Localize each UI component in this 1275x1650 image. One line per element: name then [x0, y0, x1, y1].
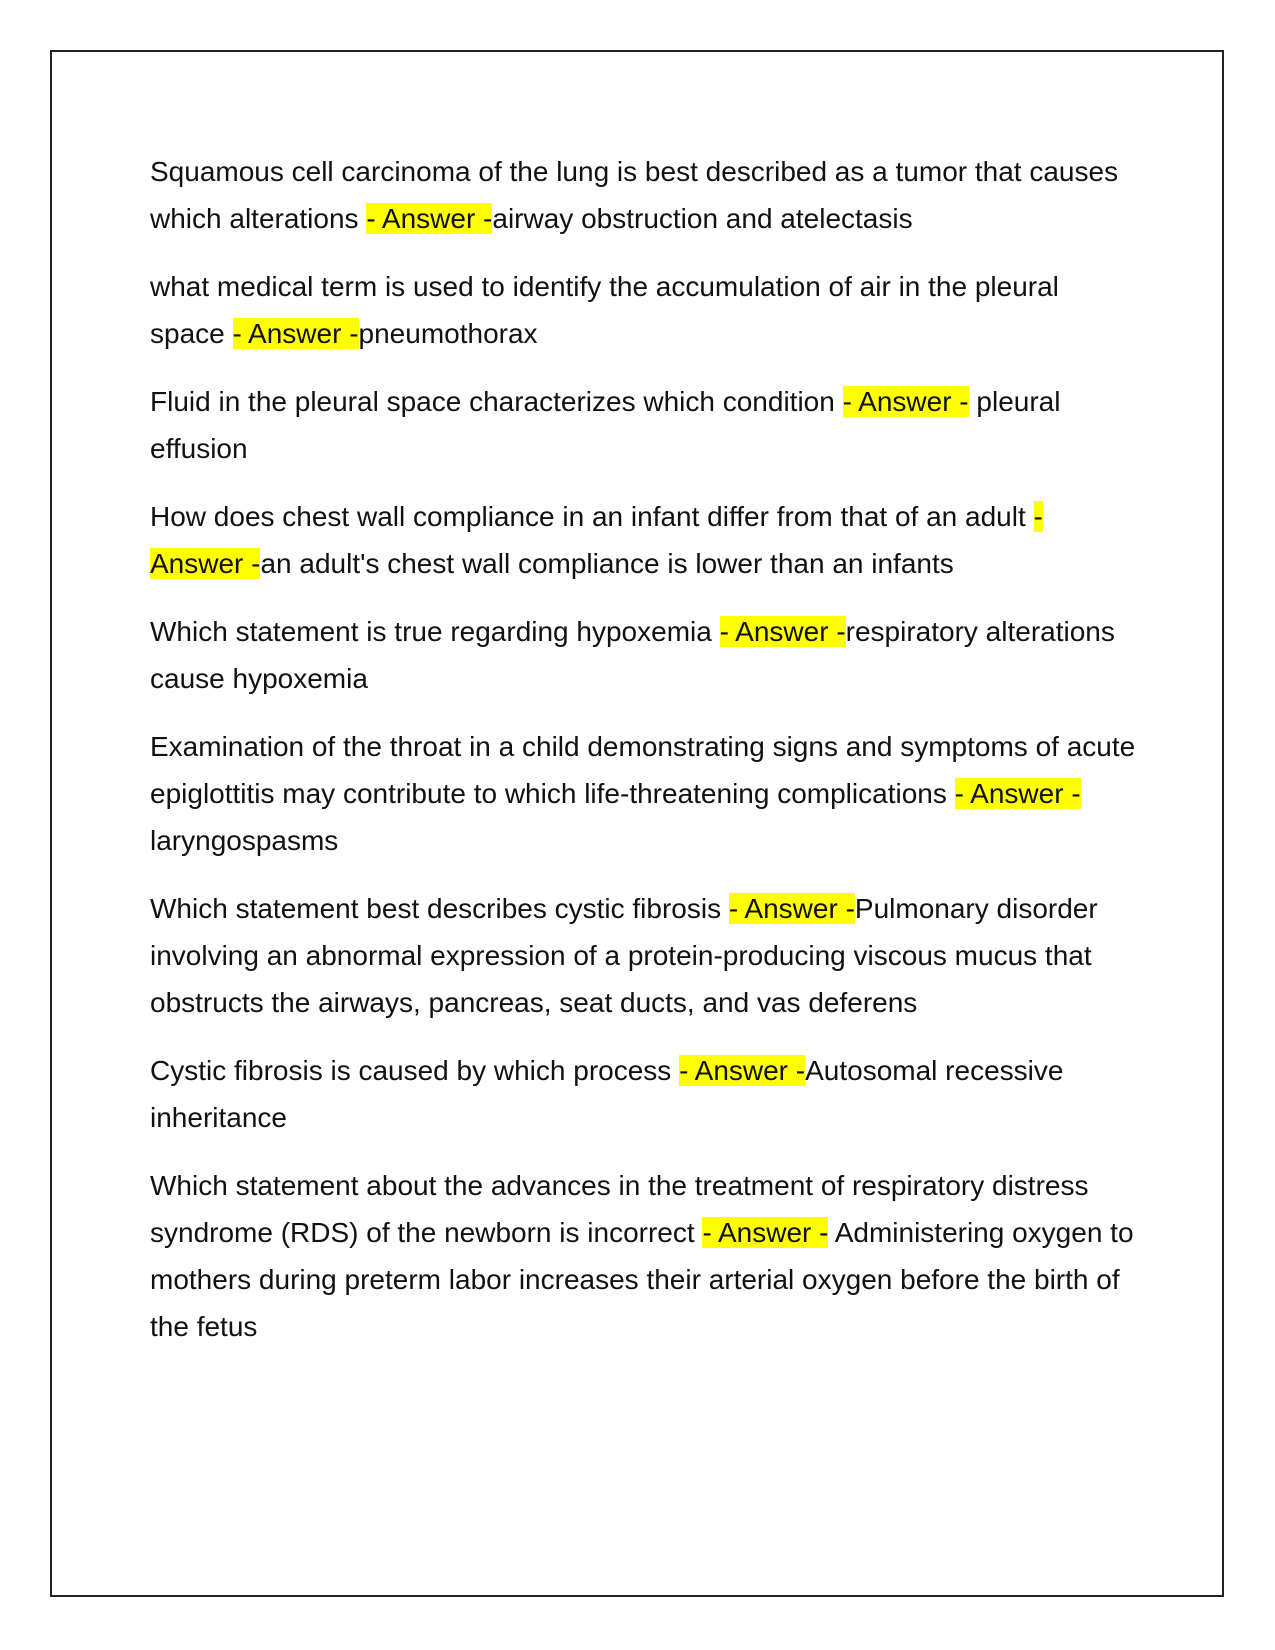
qa-item-7: [150, 885, 1140, 1026]
qa-item-6: [150, 723, 1140, 864]
answer-text: pneumothorax: [358, 318, 538, 349]
question-text: Examination of the throat in a child demonstrating signs and symptoms of acute epiglottitis may contribute to which life-threatening complications: [150, 731, 1136, 809]
question-text: Fluid in the pleural space characterizes which condition: [150, 386, 843, 417]
answer-text: airway obstruction and atelectasis: [492, 203, 913, 234]
answer-text: respiratory alterations cause hypoxemia: [150, 616, 1115, 694]
answer-text: laryngospasms: [150, 825, 339, 856]
qa-item-8: [150, 1047, 1140, 1141]
question-text: How does chest wall compliance in an infant differ from that of an adult: [150, 501, 1034, 532]
answer-text: Pulmonary disorder involving an abnormal expression of a protein-producing viscous mucus that obstructs the airways, pancreas, seat ducts, and vas deferens: [150, 893, 1098, 1018]
answer-text: Autosomal recessive inheritance: [150, 1055, 1064, 1133]
answer-marker: - Answer -: [150, 501, 1043, 579]
answer-marker: - Answer -: [954, 778, 1081, 809]
qa-item-9: [150, 1162, 1140, 1350]
answer-marker: - Answer -: [366, 203, 493, 234]
document-body: [150, 148, 1140, 1371]
answer-marker: - Answer -: [679, 1055, 806, 1086]
question-text: Cystic fibrosis is caused by which process: [150, 1055, 680, 1086]
qa-item-2: [150, 263, 1140, 357]
answer-marker: - Answer -: [702, 1217, 829, 1248]
answer-marker: - Answer -: [842, 386, 969, 417]
answer-text: an adult's chest wall compliance is lower than an infants: [260, 548, 954, 579]
qa-item-3: [150, 378, 1140, 472]
question-text: Squamous cell carcinoma of the lung is best described as a tumor that causes which alterations: [150, 156, 1119, 234]
qa-item-4: [150, 493, 1140, 587]
question-text: Which statement about the advances in the treatment of respiratory distress syndrome (RDS) of the newborn is incorrect: [150, 1170, 1089, 1248]
qa-item-1: [150, 148, 1140, 242]
answer-text: Administering oxygen to mothers during preterm labor increases their arterial oxygen before the birth of the fetus: [150, 1217, 1134, 1342]
qa-item-5: [150, 608, 1140, 702]
question-text: Which statement best describes cystic fibrosis: [150, 893, 729, 924]
answer-marker: - Answer -: [728, 893, 855, 924]
answer-marker: - Answer -: [719, 616, 846, 647]
answer-text: pleural effusion: [150, 386, 1061, 464]
question-text: what medical term is used to identify the accumulation of air in the pleural space: [150, 271, 1059, 349]
answer-marker: - Answer -: [232, 318, 359, 349]
question-text: Which statement is true regarding hypoxemia: [150, 616, 720, 647]
